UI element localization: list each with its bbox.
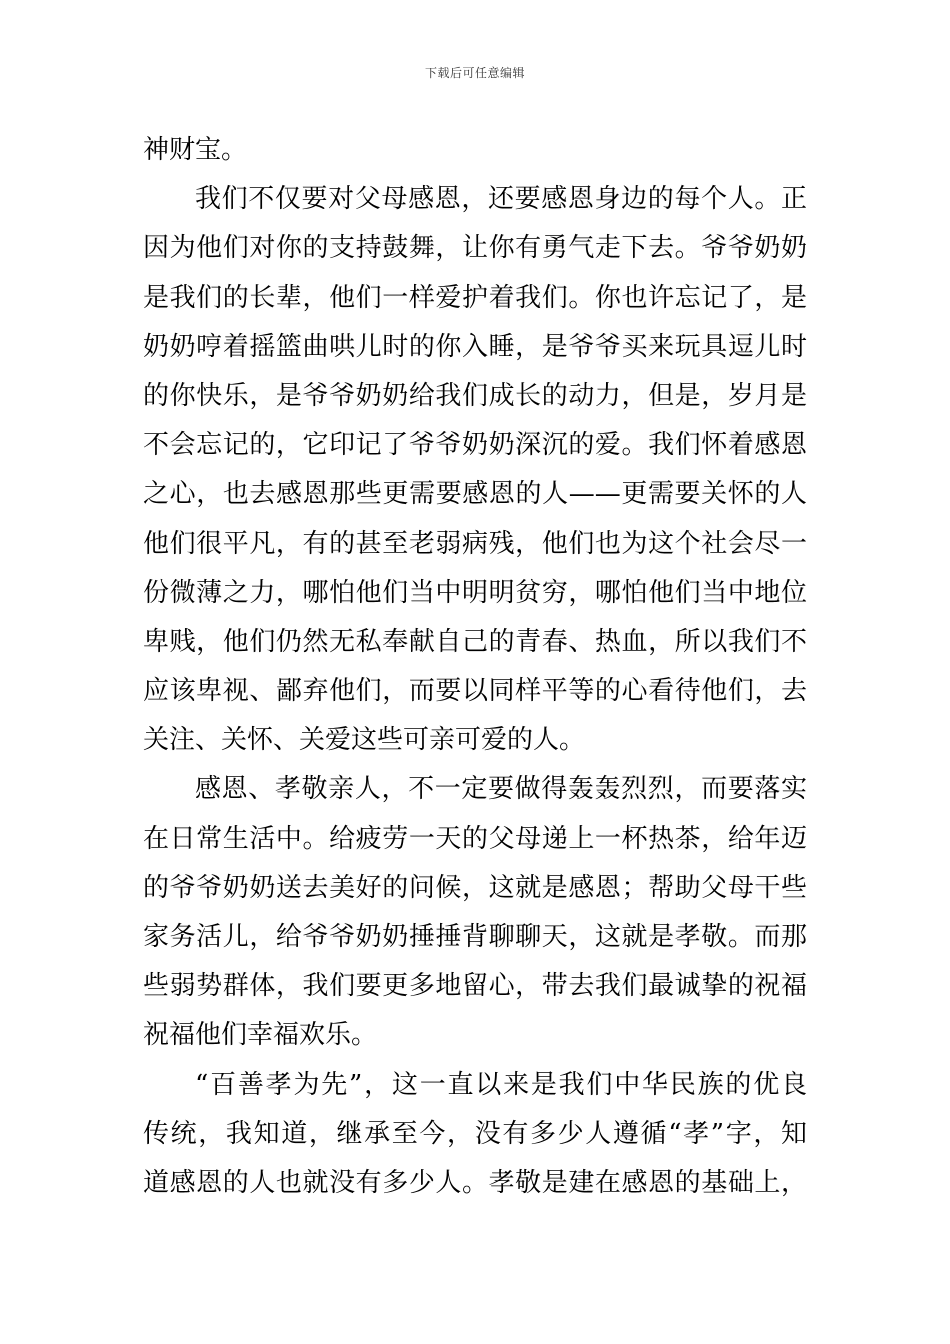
text-line: 卑贱，他们仍然无私奉献自己的青春、热血，所以我们不 [143, 626, 807, 657]
page-header: 下载后可任意编辑 [424, 66, 525, 80]
text-line: 因为他们对你的支持鼓舞，让你有勇气走下去。爷爷奶奶 [143, 233, 807, 264]
text-line: 神财宝。 [143, 135, 248, 165]
text-line: 奶奶哼着摇篮曲哄儿时的你入睡，是爷爷买来玩具逗儿时 [143, 331, 807, 362]
text-line: 道感恩的人也就没有多少人。孝敬是建在感恩的基础上， [143, 1167, 807, 1198]
text-line: 祝福他们幸福欢乐。 [143, 1020, 378, 1051]
text-line: 在日常生活中。给疲劳一天的父母递上一杯热茶，给年迈 [143, 823, 807, 854]
text-line: 应该卑视、鄙弃他们，而要以同样平等的心看待他们，去 [143, 676, 807, 707]
text-line: 感恩、孝敬亲人，不一定要做得轰轰烈烈，而要落实 [195, 774, 807, 805]
body-text [143, 126, 807, 1208]
text-line: 不会忘记的，它印记了爷爷奶奶深沉的爱。我们怀着感恩 [143, 430, 807, 461]
text-line: 些弱势群体，我们要更多地留心，带去我们最诚挚的祝福 [143, 971, 807, 1002]
text-line: 关注、关怀、关爱这些可亲可爱的人。 [143, 725, 586, 756]
text-line: 我们不仅要对父母感恩，还要感恩身边的每个人。正 [195, 184, 807, 215]
text-line: 是我们的长辈，他们一样爱护着我们。你也许忘记了，是 [143, 282, 807, 313]
text-line: 份微薄之力，哪怕他们当中明明贫穷，哪怕他们当中地位 [143, 577, 807, 608]
text-line: 家务活儿，给爷爷奶奶捶捶背聊聊天，这就是孝敬。而那 [143, 922, 807, 952]
text-line: 他们很平凡，有的甚至老弱病残，他们也为这个社会尽一 [143, 528, 807, 559]
text-line: 之心，也去感恩那些更需要感恩的人——更需要关怀的人 [143, 479, 807, 510]
text-line: 传统，我知道，继承至今，没有多少人遵循“孝”字，知 [143, 1118, 807, 1149]
text-line: 的爷爷奶奶送去美好的问候，这就是感恩；帮助父母干些 [143, 872, 807, 903]
text-line: “百善孝为先”，这一直以来是我们中华民族的优良 [195, 1069, 807, 1100]
text-line: 的你快乐，是爷爷奶奶给我们成长的动力，但是，岁月是 [143, 380, 807, 411]
